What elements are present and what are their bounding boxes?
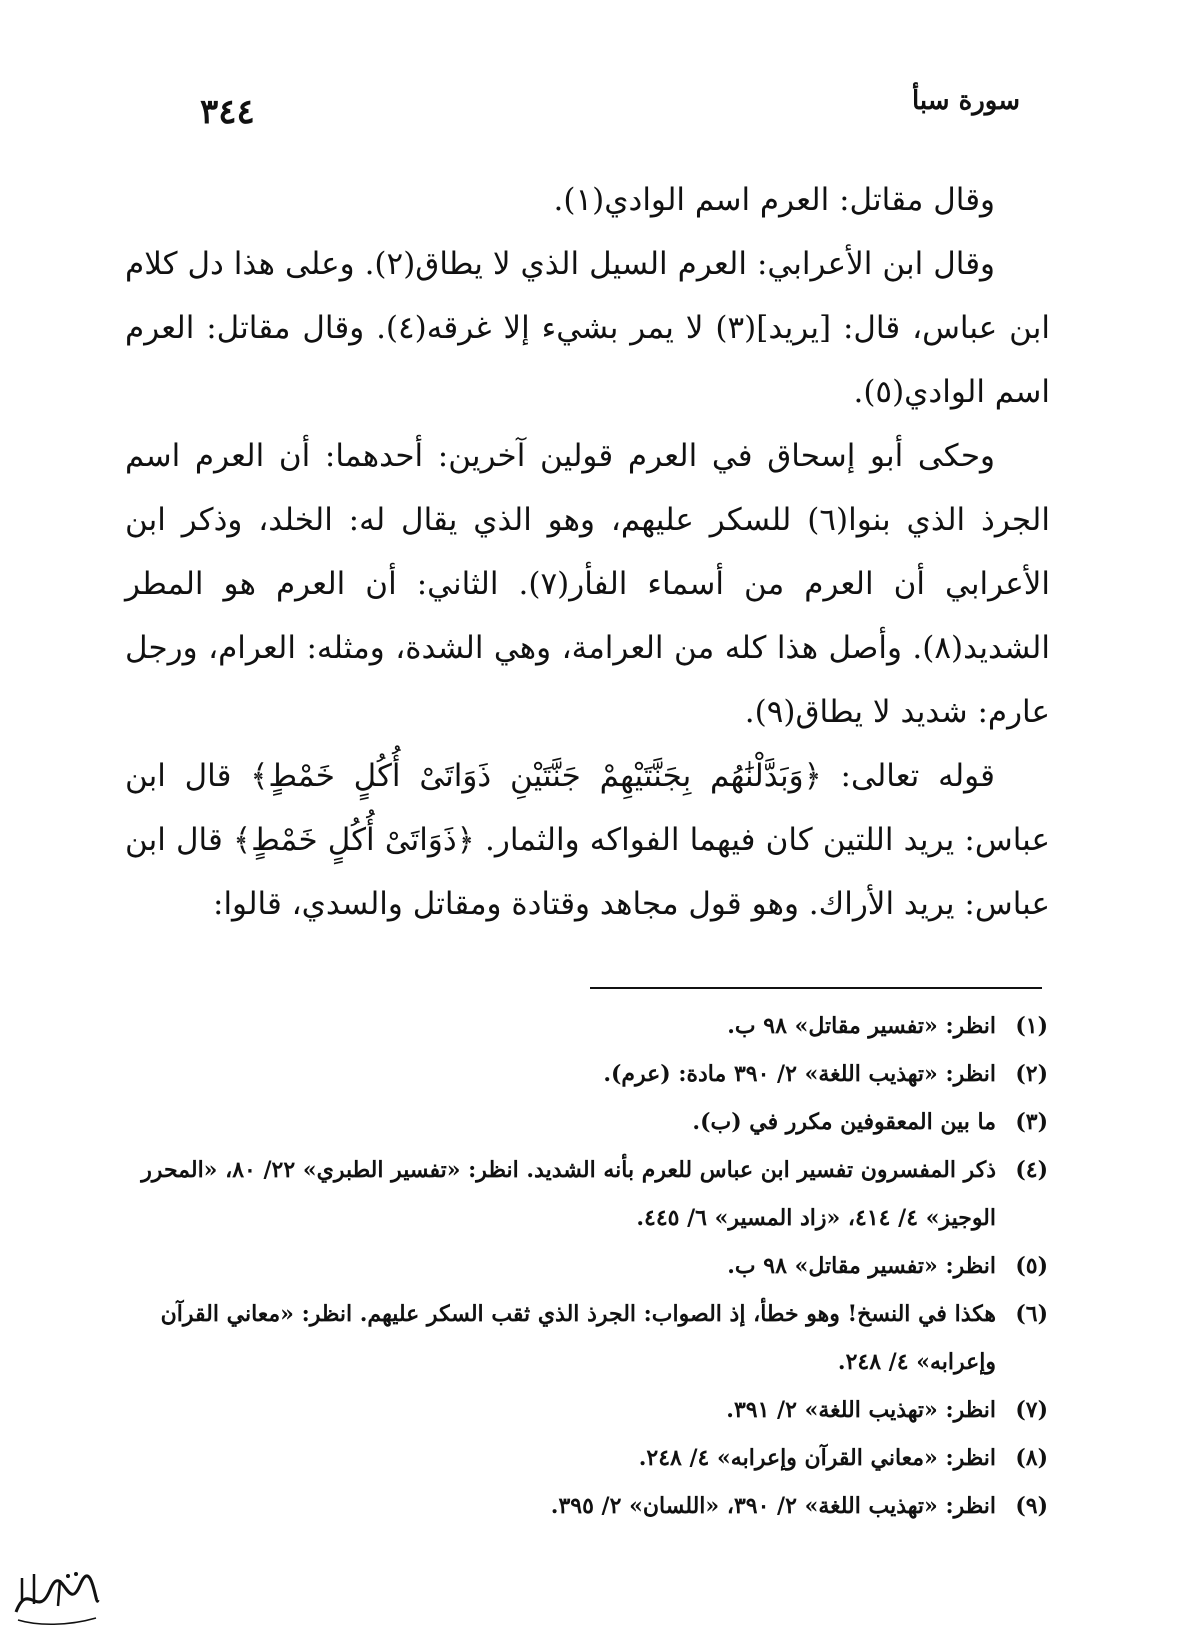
footnote: [118, 1146, 1048, 1242]
paragraph-2: وقال ابن الأعرابي: العرم السيل الذي لا يطاق(٢). وعلى هذا دل كلام ابن عباس، قال: [يريد](٣) لا يمر بشيء إلا غرقه(٤). وقال مقاتل: العرم اسم الوادي(٥).: [125, 246, 1050, 410]
footnote: [118, 1482, 1048, 1530]
calligraphy-logo-icon: [8, 1560, 103, 1630]
footnote-text: ما بين المعقوفين مكرر في (ب).: [692, 1109, 996, 1135]
footnote-text: انظر: «تفسير مقاتل» ٩٨ ب.: [727, 1253, 996, 1279]
footnote-text: انظر: «تهذيب اللغة» ٢/ ٣٩٠، «اللسان» ٢/ ٣٩٥.: [550, 1493, 996, 1519]
footnote: [118, 1434, 1048, 1482]
footnote-text: انظر: «معاني القرآن وإعرابه» ٤/ ٢٤٨.: [638, 1445, 996, 1471]
footnote: [118, 1002, 1048, 1050]
footnote-text: انظر: «تهذيب اللغة» ٢/ ٣٩٠ مادة: (عرم).: [603, 1061, 996, 1087]
footnote: [118, 1386, 1048, 1434]
footnote-divider: [590, 987, 1042, 989]
footnote-number: (٩): [1015, 1493, 1048, 1519]
surah-title: سورة سبأ: [912, 86, 1020, 116]
main-text: [125, 168, 1050, 936]
paragraph-1: وقال مقاتل: العرم اسم الوادي(١).: [553, 182, 995, 218]
footnote: [118, 1242, 1048, 1290]
footnote-number: (٧): [1015, 1397, 1048, 1423]
footnote-number: (٥): [1015, 1253, 1048, 1279]
footnote-number: (٦): [1015, 1301, 1048, 1327]
page-number: ٣٤٤: [200, 92, 255, 132]
footnotes: [118, 1002, 1048, 1530]
footnote-number: (٨): [1015, 1445, 1048, 1471]
paragraph-4: قوله تعالى: ﴿وَبَدَّلْنَٰهُم بِجَنَّتَيْهِمْ جَنَّتَيْنِ ذَوَاتَىْ أُكُلٍ خَمْطٍ﴾ قال ابن عباس: يريد اللتين كان فيهما الفواكه والثمار. ﴿ذَوَاتَىْ أُكُلٍ خَمْطٍ﴾ قال ابن عباس: يريد الأراك. وهو قول مجاهد وقتادة ومقاتل والسدي، قالوا:: [125, 758, 1050, 922]
footnote-number: (١): [1015, 1013, 1048, 1039]
footnote-number: (٢): [1015, 1061, 1048, 1087]
footnote: [118, 1050, 1048, 1098]
footnote-text: ذكر المفسرون تفسير ابن عباس للعرم بأنه الشديد. انظر: «تفسير الطبري» ٢٢/ ٨٠، «المحرر الوجيز» ٤/ ٤١٤، «زاد المسير» ٦/ ٤٤٥.: [141, 1157, 996, 1231]
footnote-number: (٤): [1015, 1157, 1048, 1183]
footnote-text: انظر: «تفسير مقاتل» ٩٨ ب.: [727, 1013, 996, 1039]
footnote: [118, 1098, 1048, 1146]
footnote-number: (٣): [1015, 1109, 1048, 1135]
footnote-text: انظر: «تهذيب اللغة» ٢/ ٣٩١.: [726, 1397, 996, 1423]
publisher-logo: [8, 1560, 103, 1630]
footnote-text: هكذا في النسخ! وهو خطأ، إذ الصواب: الجرذ الذي ثقب السكر عليهم. انظر: «معاني القرآن وإعرابه» ٤/ ٢٤٨.: [160, 1301, 996, 1375]
page-header: [200, 86, 1020, 142]
paragraph-3: وحكى أبو إسحاق في العرم قولين آخرين: أحدهما: أن العرم اسم الجرذ الذي بنوا(٦) للسكر عليهم، وهو الذي يقال له: الخلد، وذكر ابن الأعرابي أن العرم من أسماء الفأر(٧). الثاني: أن العرم هو المطر الشديد(٨). وأصل هذا كله من العرامة، وهي الشدة، ومثله: العرام، ورجل عارم: شديد لا يطاق(٩).: [125, 438, 1050, 730]
footnote: [118, 1290, 1048, 1386]
